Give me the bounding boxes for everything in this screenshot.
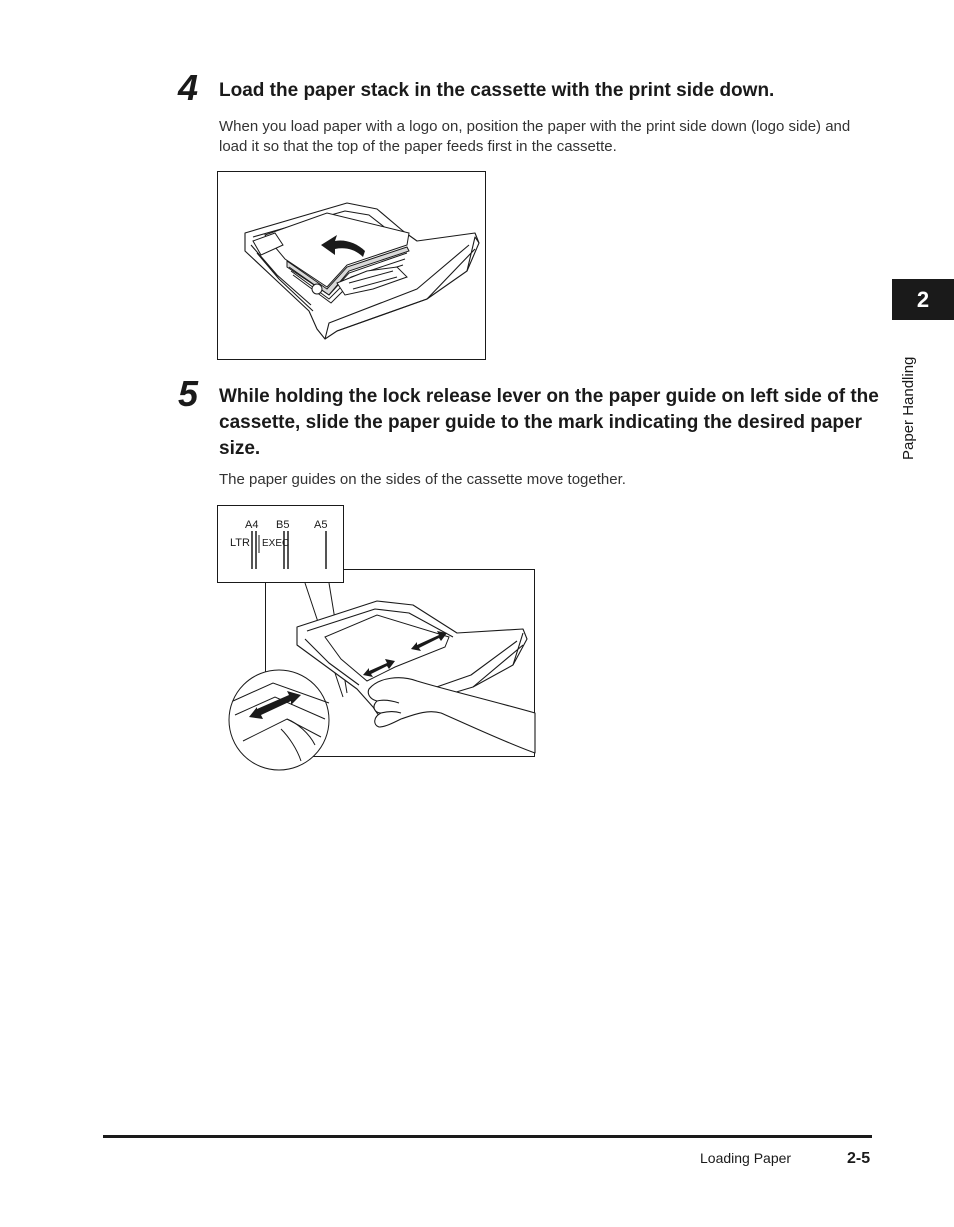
step-4-title: Load the paper stack in the cassette with the print side down. <box>219 80 775 101</box>
size-label-b5: B5 <box>276 519 290 531</box>
size-label-ltr: LTR <box>230 537 250 549</box>
step-5-title: While holding the lock release lever on the paper guide on left side of the cassette, slide the paper guide to the mark indicating the desired paper size. <box>219 386 879 459</box>
step-5-description: The paper guides on the sides of the cassette move together. <box>219 471 626 488</box>
size-label-exec: EXEC <box>262 538 290 549</box>
size-label-a5: A5 <box>314 519 328 531</box>
step-4-number: 4 <box>178 67 199 108</box>
cassette-loading-illustration <box>217 171 486 360</box>
size-label-a4: A4 <box>245 519 259 531</box>
chapter-title: Paper Handling <box>900 356 917 460</box>
step-5-number: 5 <box>178 373 199 414</box>
footer-section-title: Loading Paper <box>700 1150 792 1166</box>
step-4-description: When you load paper with a logo on, position the paper with the print side down (logo side) and load it so that the top of the paper feeds first in the cassette. <box>219 118 851 155</box>
chapter-tab: 2 <box>892 279 954 320</box>
footer-rule <box>103 1135 872 1138</box>
paper-guide-adjustment-illustration <box>217 505 537 773</box>
page-number: 2-5 <box>847 1150 871 1167</box>
guide-lever-closeup <box>229 670 329 770</box>
